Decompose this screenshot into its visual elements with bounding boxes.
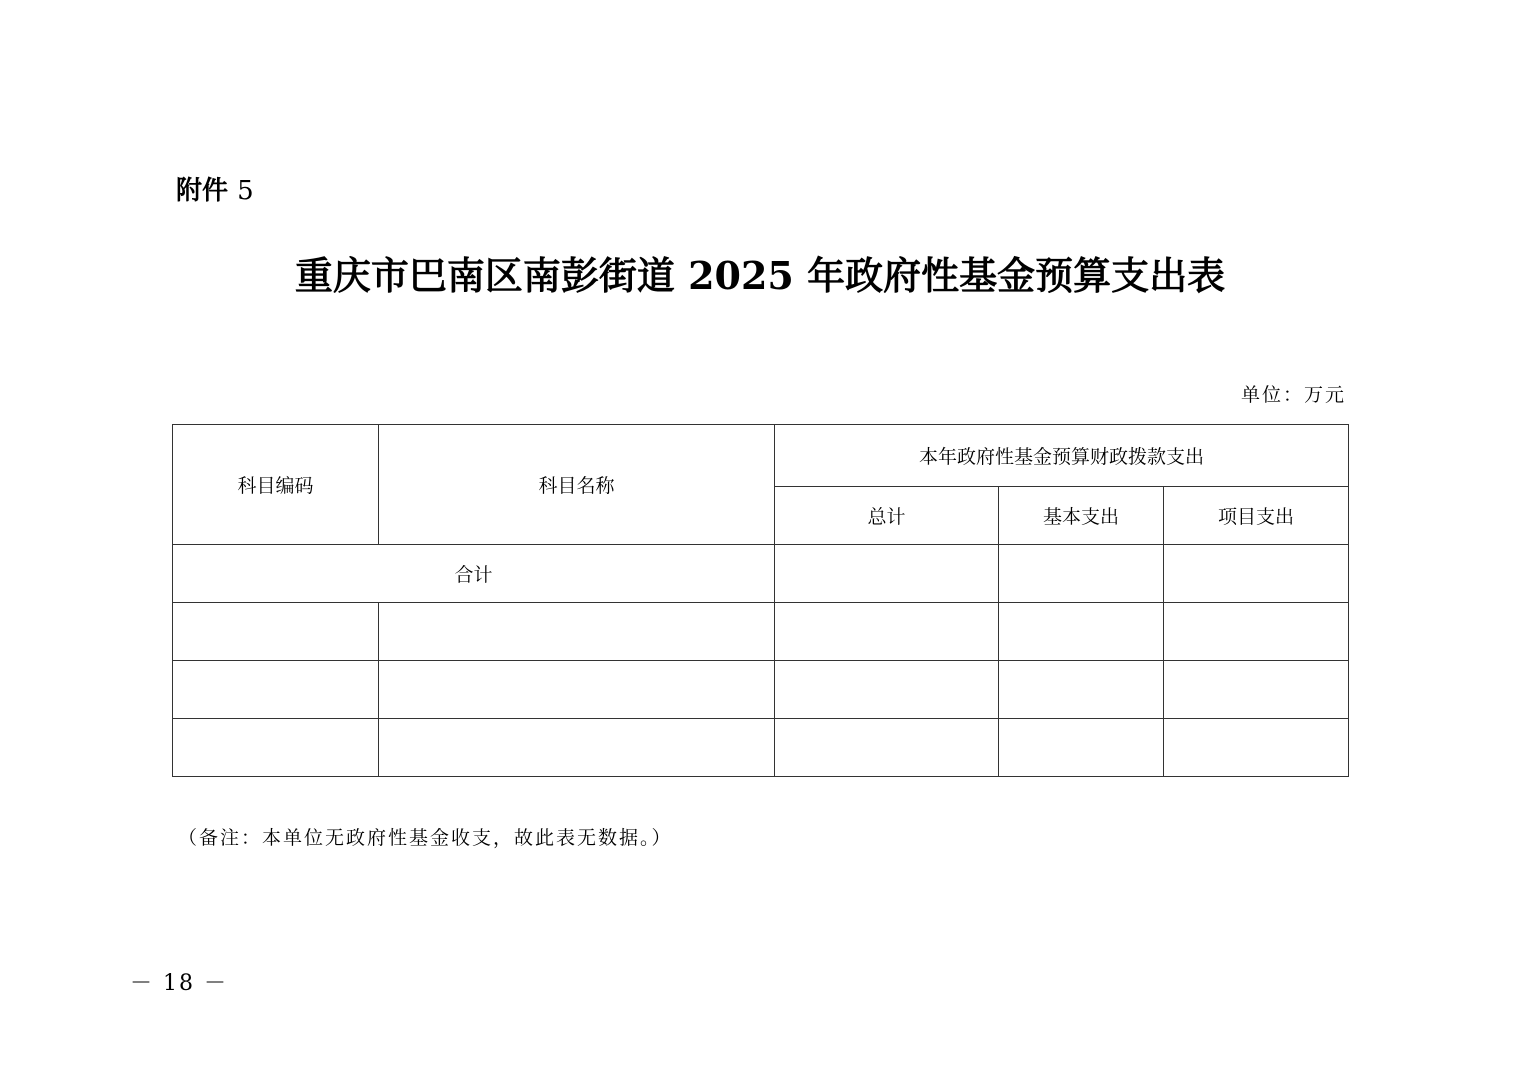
header-total: 总计 xyxy=(775,487,999,545)
page-title: 重庆市巴南区南彭街道 2025 年政府性基金预算支出表 xyxy=(294,253,1226,298)
cell-project xyxy=(1164,661,1349,719)
page-number: － 18 － xyxy=(130,971,228,996)
header-project: 项目支出 xyxy=(1164,487,1349,545)
cell-project xyxy=(1164,603,1349,661)
table-note: （备注：本单位无政府性基金收支，故此表无数据。） xyxy=(178,827,673,849)
attachment-number: 5 xyxy=(237,176,254,206)
header-group: 本年政府性基金预算财政拨款支出 xyxy=(775,425,1349,487)
cell-basic xyxy=(999,719,1164,777)
total-row-project xyxy=(1164,545,1349,603)
cell-total xyxy=(775,603,999,661)
budget-table xyxy=(172,424,1349,777)
cell-code xyxy=(173,603,379,661)
cell-basic xyxy=(999,603,1164,661)
total-row-basic xyxy=(999,545,1164,603)
attachment-label xyxy=(176,174,254,208)
total-row-label: 合计 xyxy=(173,545,775,603)
header-code: 科目编码 xyxy=(173,425,379,545)
total-row xyxy=(173,545,1349,603)
cell-name xyxy=(379,661,775,719)
table-row xyxy=(173,661,1349,719)
cell-name xyxy=(379,719,775,777)
cell-total xyxy=(775,719,999,777)
cell-project xyxy=(1164,719,1349,777)
table-row xyxy=(173,603,1349,661)
unit-label: 单位：万元 xyxy=(1240,384,1346,406)
header-name: 科目名称 xyxy=(379,425,775,545)
cell-code xyxy=(173,661,379,719)
cell-name xyxy=(379,603,775,661)
attachment-prefix: 附件 xyxy=(176,176,229,206)
header-basic: 基本支出 xyxy=(999,487,1164,545)
total-row-total xyxy=(775,545,999,603)
cell-basic xyxy=(999,661,1164,719)
cell-code xyxy=(173,719,379,777)
header-row-1 xyxy=(173,425,1349,487)
table-row xyxy=(173,719,1349,777)
cell-total xyxy=(775,661,999,719)
